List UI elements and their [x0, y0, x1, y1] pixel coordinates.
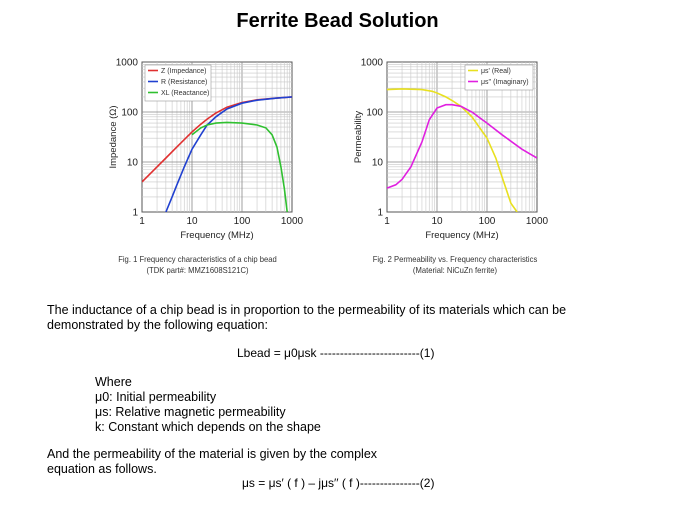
- impedance-chart: [100, 50, 310, 250]
- chart2-y-tick-label: 100: [366, 107, 383, 119]
- page-title: Ferrite Bead Solution: [236, 10, 439, 32]
- chart1-x-tick-label: 100: [233, 216, 251, 227]
- definition-k: k: Constant which depends on the shape: [95, 420, 321, 434]
- intro-line1: The inductance of a chip bead is in proportion to the permeability of its materials which can be: [47, 303, 567, 317]
- permeability-chart: [345, 50, 555, 250]
- fig2-caption: [361, 254, 550, 276]
- equation-1: Lbead = μ0μsk -------------------------(1): [237, 346, 435, 360]
- fig1-caption-line1: Fig. 1 Frequency characteristics of a chip bead: [118, 254, 277, 264]
- chart2-x-tick-label: 100: [478, 216, 496, 227]
- chart2-x-tick-label: 1000: [525, 216, 549, 227]
- chart2-legend-label: μs' (Real): [481, 68, 511, 75]
- complex-line1: And the permeability of the material is given by the complex: [47, 447, 378, 461]
- chart1-x-tick-label: 1: [139, 216, 145, 227]
- fig2-caption-line2: (Material: NiCuZn ferrite): [412, 265, 498, 275]
- chart1-x-axis-label: Frequency (MHz): [180, 230, 254, 241]
- fig2-caption-line1: Fig. 2 Permeability vs. Frequency characteristics: [372, 254, 538, 264]
- chart1-y-tick-label: 1: [132, 207, 138, 219]
- equation-2: μs = μs′ ( f ) – jμs′′ ( f )---------------(2): [242, 476, 435, 490]
- chart1-y-tick-label: 1000: [115, 57, 138, 69]
- chart2-legend-label: μs'' (Imaginary): [481, 79, 529, 86]
- definition-mu0: μ0: Initial permeability: [95, 390, 217, 404]
- chart1-y-tick-label: 10: [126, 157, 138, 169]
- chart2-x-axis-label: Frequency (MHz): [425, 230, 499, 241]
- chart1-x-tick-label: 10: [186, 216, 198, 227]
- chart1-legend-label: R (Resistance): [161, 79, 208, 86]
- chart2-y-tick-label: 10: [371, 157, 383, 169]
- where-label: Where: [95, 375, 132, 389]
- chart2-y-axis-label: Permeability: [353, 110, 364, 164]
- complex-line2: equation as follows.: [47, 462, 157, 476]
- chart1-legend-label: Z (Impedance): [161, 68, 207, 75]
- chart2-x-tick-label: 10: [431, 216, 443, 227]
- chart1-y-axis-label: Impedance (Ω): [108, 105, 119, 169]
- chart2-y-tick-label: 1000: [360, 57, 383, 69]
- chart1-y-tick-label: 100: [121, 107, 138, 119]
- chart1-legend-label: XL (Reactance): [161, 90, 210, 97]
- definition-mus: μs: Relative magnetic permeability: [95, 405, 286, 419]
- complex-paragraph: [47, 447, 547, 477]
- intro-line2: demonstrated by the following equation:: [47, 318, 268, 332]
- fig1-caption-line2: (TDK part#: MMZ1608S121C): [146, 265, 249, 275]
- chart2-y-tick-label: 1: [377, 207, 383, 219]
- definitions-block: [95, 375, 495, 435]
- intro-paragraph: [47, 303, 657, 333]
- chart2-x-tick-label: 1: [384, 216, 390, 227]
- fig1-caption: [114, 254, 281, 276]
- chart1-x-tick-label: 1000: [280, 216, 304, 227]
